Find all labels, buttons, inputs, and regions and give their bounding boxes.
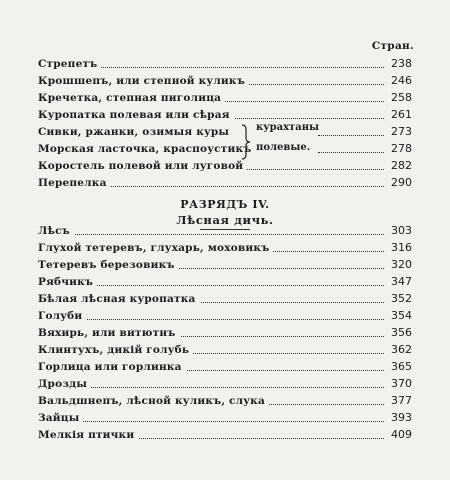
toc-entry (38, 375, 412, 393)
bracket-label-1: курахтаны (256, 122, 320, 133)
section-subtitle: Лѣсная дичь. (176, 213, 274, 227)
entry-page: 316 (387, 239, 412, 257)
entry-page: 365 (387, 358, 412, 376)
entry-title: Лѣсъ (38, 222, 74, 240)
entry-title: Рябчикъ (38, 273, 97, 291)
toc-entry (38, 392, 412, 410)
toc-entry (38, 307, 412, 325)
entry-page: 362 (387, 341, 412, 359)
entry-page: 246 (387, 72, 412, 90)
entry-title: Бѣлая лѣсная куропатка (38, 290, 200, 308)
curly-brace (241, 124, 251, 160)
entry-title: Перепелка (38, 174, 111, 192)
entry-page: 377 (387, 392, 412, 410)
entry-page: 238 (387, 55, 412, 73)
toc-entry (38, 273, 412, 291)
leader-dots (38, 234, 384, 235)
toc-entry (38, 409, 412, 427)
entry-title: Крошшепъ, или степной куликъ (38, 72, 249, 90)
entry-page: 261 (387, 106, 412, 124)
entry-page: 303 (387, 222, 412, 240)
entry-page: 356 (387, 324, 412, 342)
section-title: РАЗРЯДЪ IV. (180, 198, 270, 211)
leader-dots (318, 152, 384, 153)
entry-page: 320 (387, 256, 412, 274)
entry-page: 258 (387, 89, 412, 107)
entry-title: Мелкія птички (38, 426, 138, 444)
entry-title: Куропатка полевая или сѣрая (38, 106, 234, 124)
entry-title: Клинтухъ, дикій голубь (38, 341, 193, 359)
entry-title: Сивки, ржанки, озимыя куры (38, 123, 233, 141)
toc-entry (38, 140, 412, 158)
toc-entry (38, 324, 412, 342)
entry-title: Вальдшнепъ, лѣсной куликъ, слука (38, 392, 269, 410)
leader-dots (38, 421, 384, 422)
toc-entry (38, 222, 412, 240)
entry-title: Морская ласточка, краспоустикъ (38, 140, 256, 158)
entry-title: Голуби (38, 307, 86, 325)
entry-page: 290 (387, 174, 412, 192)
entry-page: 347 (387, 273, 412, 291)
entry-title: Коростель полевой или луговой (38, 157, 247, 175)
leader-dots (38, 319, 384, 320)
toc-entry (38, 89, 412, 107)
entry-page: 354 (387, 307, 412, 325)
entry-title: Горлица или горлинка (38, 358, 186, 376)
page-column-header: Стран. (371, 40, 414, 52)
toc-entry (38, 358, 412, 376)
entry-page: 409 (387, 426, 412, 444)
toc-entry (38, 290, 412, 308)
entry-title: Стрепетъ (38, 55, 101, 73)
toc-entry (38, 341, 412, 359)
toc-entry (38, 239, 412, 257)
entry-page: 352 (387, 290, 412, 308)
toc-entry (38, 426, 412, 444)
entry-title: Дрозды (38, 375, 91, 393)
entry-page: 282 (387, 157, 412, 175)
entry-page: 393 (387, 409, 412, 427)
bracket-label-2: полевые. (256, 142, 311, 153)
toc-entry (38, 256, 412, 274)
toc-entry (38, 157, 412, 175)
entry-title: Вяхирь, или витютнъ (38, 324, 180, 342)
leader-dots (318, 135, 384, 136)
toc-entry (38, 55, 412, 73)
toc-entry (38, 123, 412, 141)
toc-entry (38, 72, 412, 90)
toc-entry (38, 174, 412, 192)
entry-page: 273 (387, 123, 412, 141)
toc-entry (38, 106, 412, 124)
entry-title: Кречетка, степная пиголица (38, 89, 225, 107)
entry-title: Тетеревъ березовикъ (38, 256, 179, 274)
entry-title: Зайцы (38, 409, 83, 427)
entry-title: Глухой тетеревъ, глухарь, моховикъ (38, 239, 273, 257)
entry-page: 370 (387, 375, 412, 393)
entry-page: 278 (387, 140, 412, 158)
